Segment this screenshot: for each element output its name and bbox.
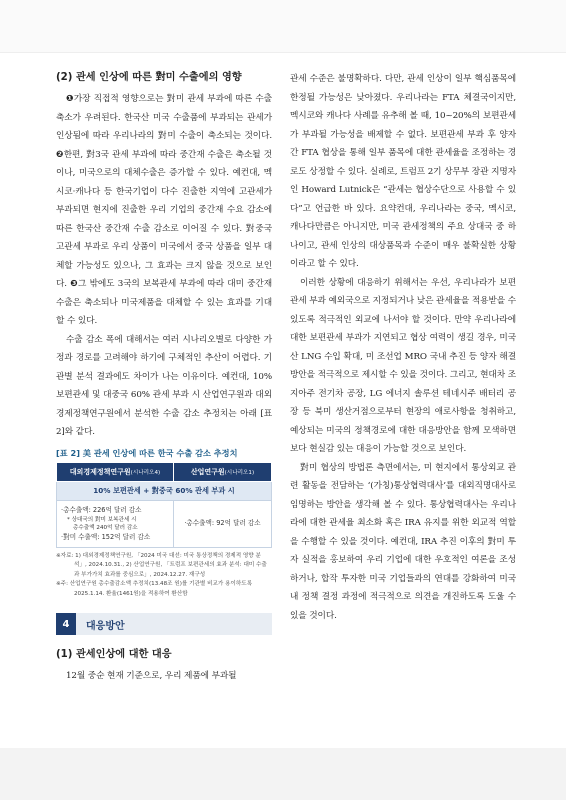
table-cell-kiep: ·총수출액: 226억 달러 감소 * 상대국의 對미 보복관세 시 총수출액 240억 달러 감소 ·對미 수출액: 152억 달러 감소	[57, 500, 174, 547]
paragraph-diplomacy: 이러한 상황에 대응하기 위해서는 우선, 우리나라가 보편관세 부과 예외국으로 지정되거나 낮은 관세율을 적용받을 수 있도록 적극적인 외교에 나서야 할 것이다. 만약 우리나라에 대한 보편관세 부과가 지연되고 협상 여력이 생길 경우, 미국산 LNG 수입 확대, 미 조선업 MRO 국내 추진 등 양자 해결방안을 적극적으로 제시할 수 있을 것이다. 그리고, 현대차 조지아주 전기차 공장, LG 에너지 솔루션 테네시주 배터리 공장 등 북미 생산거점으로부터 현장의 애로사항을 청취하고, 예상되는 미국의 정책경로에 대한 대응방안을 함께 모색하면 보다 현실감 있는 대응이 가능할 것으로 보인다.	[290, 277, 516, 454]
page-header-band	[0, 0, 566, 53]
section-header-response	[56, 613, 272, 635]
table-header-kiet: 산업연구원(시나리오1)	[174, 462, 272, 481]
table-cell-kiet: ·총수출액: 92억 달러 감소	[174, 500, 272, 547]
right-column	[290, 70, 516, 625]
left-column	[56, 70, 272, 686]
section-title: 대응방안	[86, 620, 125, 632]
table-notes	[56, 552, 272, 600]
section-number: 4	[56, 613, 76, 635]
paragraph-tariff-uncertainty: 관세 수준은 불명확하다. 다만, 관세 인상이 일부 핵심품목에 한정될 가능성은 낮아졌다. 우리나라는 FTA 체결국이지만, 멕시코와 캐나다 사례를 유추해 볼 때, 10~20%의 보편관세가 부과될 가능성을 배제할 수 없다. 보편관세 부과 후 양자 간 FTA 협상을 통해 일부 품목에 대한 관세율을 조정하는 경로도 상정할 수 있다. 실례로, 트럼프 2기 상무부 장관 지명자인 Howard Lutnick은 “관세는 협상수단으로 사용할 수 있다”고 언급한 바 있다. 요약컨대, 우리나라는 중국, 멕시코, 캐나다만큼은 아니지만, 미국 관세정책의 주요 상대국 중 하나이고, 관세 인상의 대상품목과 수준이 매우 불확실한 상황이라고 할 수 있다.	[290, 74, 516, 269]
marker-1: ❶	[66, 94, 74, 104]
table-scenario-banner: 10% 보편관세 + 對중국 60% 관세 부과 시	[57, 481, 272, 500]
paragraph-current-status: 12월 중순 현재 기준으로, 우리 제품에 부과될	[66, 671, 237, 681]
table-note-source: ※자료: 1) 대외경제정책연구원, 「2024 미국 대선: 미국 통상정책의 경제적 영향 분석」, 2024.10.31., 2) 산업연구원, 「트럼프 보편관세의 효과 분석: 대미 수출과 부가가치 효과를 중심으로」, 2024.12.27. 재구성	[56, 552, 267, 578]
marker-3: ❸	[70, 279, 79, 289]
page-footer-band	[0, 748, 566, 800]
export-reduction-table	[56, 462, 272, 548]
table-header-kiep: 대외경제정책연구원(시나리오4)	[57, 462, 174, 481]
paragraph-text-1: 가장 직접적 영향으로는 對미 관세 부과에 따른 수출 축소가 우려된다. 한국산 미국 수출품에 부과되는 관세가 인상됨에 따라 우리나라의 對미 수출이 축소되는 것이다.	[56, 94, 272, 141]
paragraph-estimates: 수출 감소 폭에 대해서는 여러 시나리오별로 다양한 가정과 경로를 고려해야 하기에 구체적인 추산이 어렵다. 기관별 분석 결과에도 차이가 나는 이유이다. 예컨대, 10% 보편관세 및 대중국 60% 관세 부과 시 산업연구원과 대외경제정책연구원에서 분석한 수출 감소 추정치는 아래 [표 2]와 같다.	[56, 334, 272, 437]
table-title: [표 2] 美 관세 인상에 따른 한국 수출 감소 추정치	[56, 447, 238, 458]
paragraph-text-2: 한편, 對3국 관세 부과에 따라 중간재 수출은 축소될 것이나, 미국으로의 대체수출은 증가할 수 있다. 예컨대, 멕시코·캐나다 등 한국기업이 다수 진출한 지역에 고관세가 부과되면 현지에 진출한 우리 기업의 중간재 수요 감소에 따른 한국산 중간재 수출 감소로 이어질 수 있다. 對중국 고관세 부과로 우리 상품이 미국에서 중국 상품을 일부 대체할 가능성도 있으나, 그 효과는 크지 않을 것으로 보인다.	[56, 149, 272, 289]
paragraph-trade-ambassador: 對미 협상의 방법론 측면에서는, 미 현지에서 통상외교 관련 활동을 전담하는 ‘(가칭)통상협력대사’를 대외직명대사로 임명하는 방안을 생각해 볼 수 있다. 통상협력대사는 우리나라에 대한 관세율 최소화 혹은 IRA 유지를 위한 외교적 역할을 수행할 수 있을 것이다. 예컨대, IRA 추진 이후의 對미 투자 실적을 홍보하여 우리 기업에 대한 우호적인 여론을 조성하거나, 합작 투자한 미국 기업들과의 연대를 강화하여 미국 내 정책 결정 과정에 적극적으로 의견을 개진하도록 도울 수 있을 것이다.	[290, 462, 516, 621]
subsection-heading-tariff-response: (1) 관세인상에 대한 대응	[56, 649, 172, 660]
section-heading-export-impact: (2) 관세 인상에 따른 對미 수출에의 영향	[56, 72, 242, 83]
marker-2: ❷	[56, 149, 64, 160]
paragraph-text-3: 그 밖에도 3국의 보복관세 부과에 따라 대미 중간재 수출은 축소되나 미국제품을 대체할 수 있는 효과를 기대할 수 있다.	[56, 279, 272, 326]
paragraph-export-effects	[56, 90, 272, 331]
table-note-remark: ※주: 산업연구원 총수출감소액 추정치(13.48조 원)를 기관별 비교가 용이하도록 2025.1.14. 환율(1461원)을 적용하여 환산함	[56, 581, 253, 597]
